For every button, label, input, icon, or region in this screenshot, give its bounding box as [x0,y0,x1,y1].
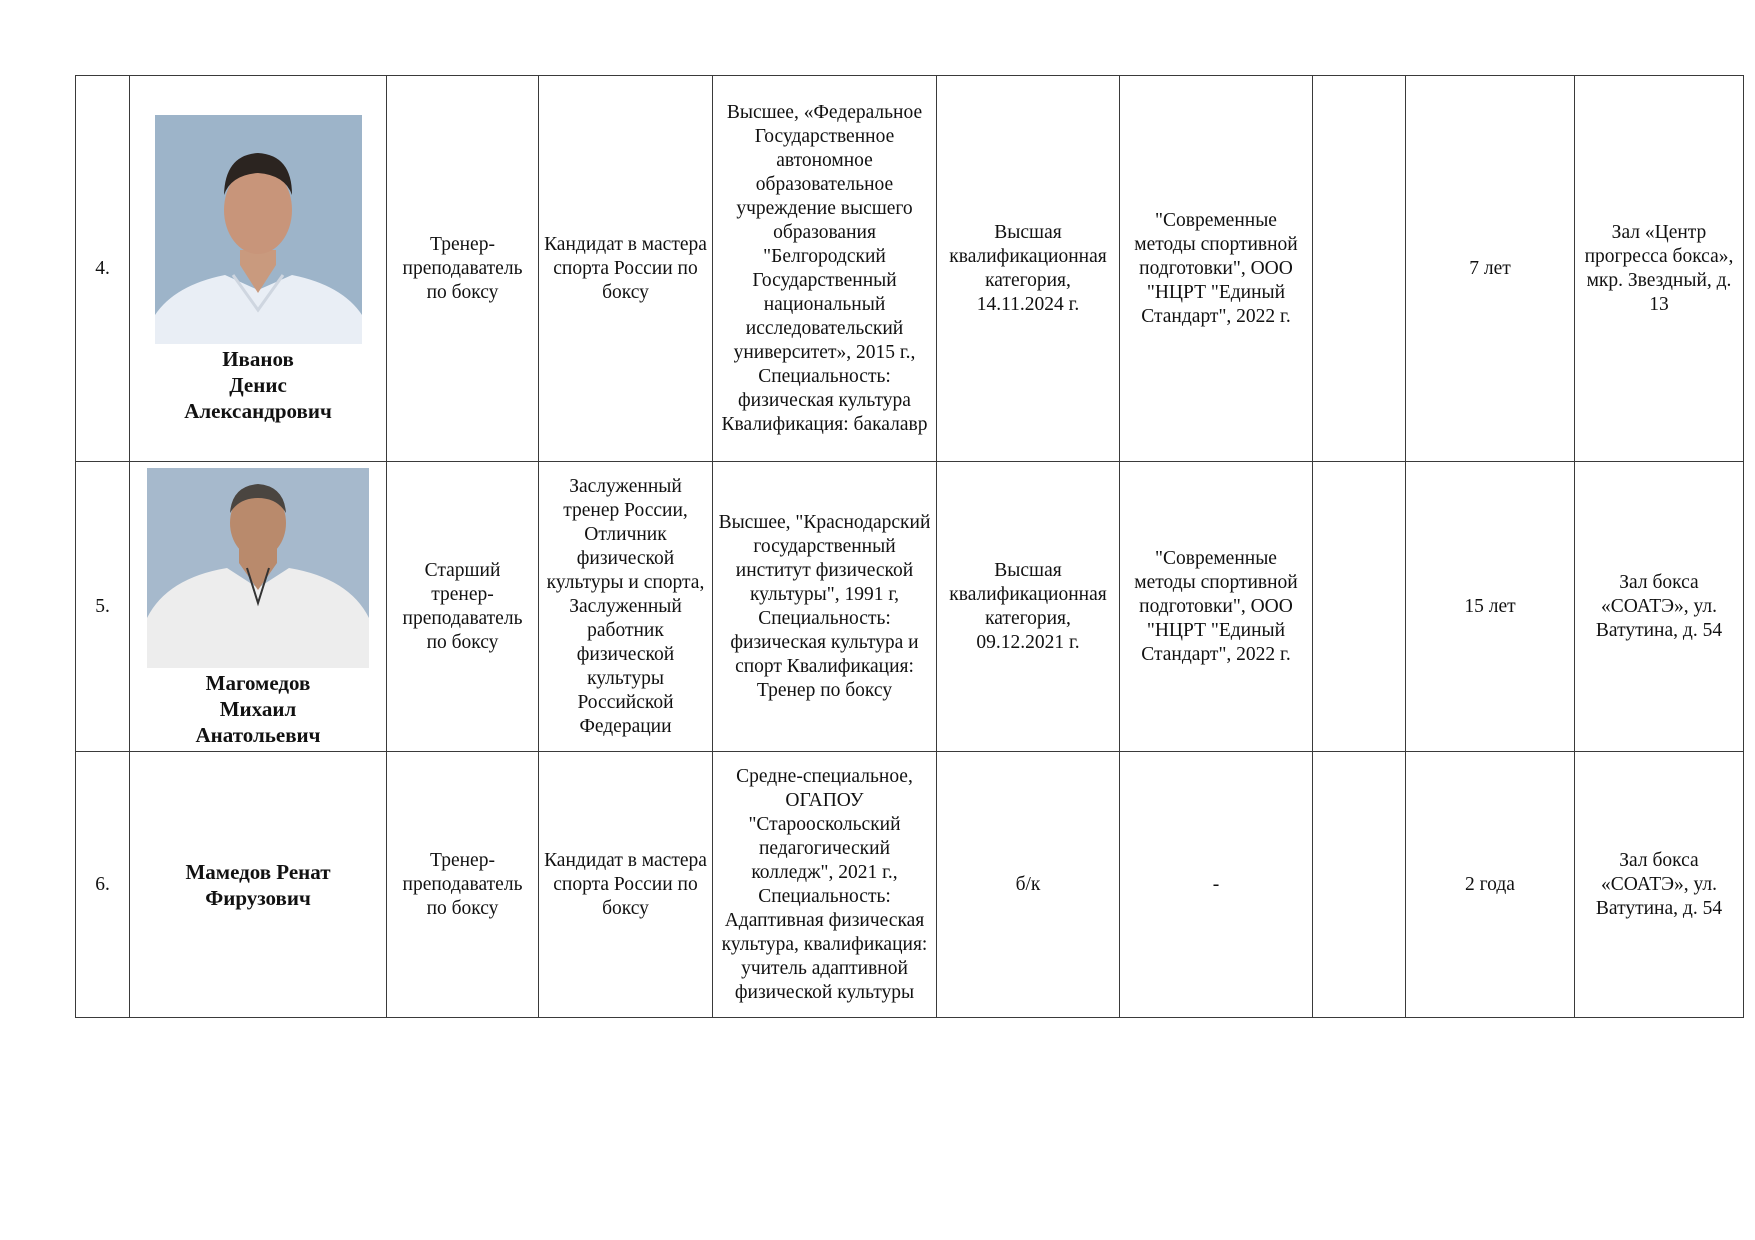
position-cell: Тренер-преподаватель по боксу [387,76,539,462]
trainer-name-line: Магомедов [205,670,311,695]
row-number: 6. [76,752,130,1018]
trainer-photo [155,115,362,344]
education-cell: Средне-специальное, ОГАПОУ "Старооскольский педагогический колледж", 2021 г., Специальность: Адаптивная физическая культура, квалификация: учитель адаптивной физической культуры [713,752,937,1018]
man-portrait-icon [147,468,369,668]
table-row [76,76,1744,462]
category-cell: б/к [937,752,1120,1018]
category-cell: Высшая квалификационная категория, 09.12.2021 г. [937,462,1120,752]
title-cell: Заслуженный тренер России, Отличник физической культуры и спорта, Заслуженный работник физической культуры Российской Федерации [539,462,713,752]
position-cell: Тренер-преподаватель по боксу [387,752,539,1018]
extra-cell [1313,76,1406,462]
row-number: 4. [76,76,130,462]
position-cell: Старший тренер-преподаватель по боксу [387,462,539,752]
experience-cell: 7 лет [1406,76,1575,462]
location-cell: Зал бокса «СОАТЭ», ул. Ватутина, д. 54 [1575,462,1744,752]
trainer-name-line: Денис [229,373,287,397]
trainer-cell [130,462,387,752]
training-cell: "Современные методы спортивной подготовки", ООО "НЦРТ "Единый Стандарт", 2022 г. [1120,76,1313,462]
experience-cell: 2 года [1406,752,1575,1018]
trainer-photo [147,468,369,668]
man-portrait-icon [155,115,362,344]
trainer-name-line: Анатольевич [195,722,321,747]
experience-cell: 15 лет [1406,462,1575,752]
extra-cell [1313,462,1406,752]
location-cell: Зал «Центр прогресса бокса», мкр. Звездный, д. 13 [1575,76,1744,462]
trainer-name-line: Мамедов Ренат [185,859,331,884]
trainer-cell [130,76,387,462]
table-row [76,752,1744,1018]
trainer-name-line: Фирузович [205,885,311,910]
training-cell: "Современные методы спортивной подготовки", ООО "НЦРТ "Единый Стандарт", 2022 г. [1120,462,1313,752]
table-row [76,462,1744,752]
staff-table [75,75,1744,1018]
title-cell: Кандидат в мастера спорта России по боксу [539,752,713,1018]
location-cell: Зал бокса «СОАТЭ», ул. Ватутина, д. 54 [1575,752,1744,1018]
trainer-name-line: Александрович [184,399,332,423]
education-cell: Высшее, «Федеральное Государственное автономное образовательное учреждение высшего образования "Белгородский Государственный национальный исследовательский университет», 2015 г., Специальность: физическая культура Квалификация: бакалавр [713,76,937,462]
training-cell: - [1120,752,1313,1018]
trainer-cell [130,752,387,1018]
trainer-name-line: Михаил [219,696,297,721]
row-number: 5. [76,462,130,752]
title-cell: Кандидат в мастера спорта России по боксу [539,76,713,462]
extra-cell [1313,752,1406,1018]
trainer-name-line: Иванов [222,347,294,371]
category-cell: Высшая квалификационная категория, 14.11.2024 г. [937,76,1120,462]
education-cell: Высшее, "Краснодарский государственный институт физической культуры", 1991 г, Специальность: физическая культура и спорт Квалификация: Тренер по боксу [713,462,937,752]
